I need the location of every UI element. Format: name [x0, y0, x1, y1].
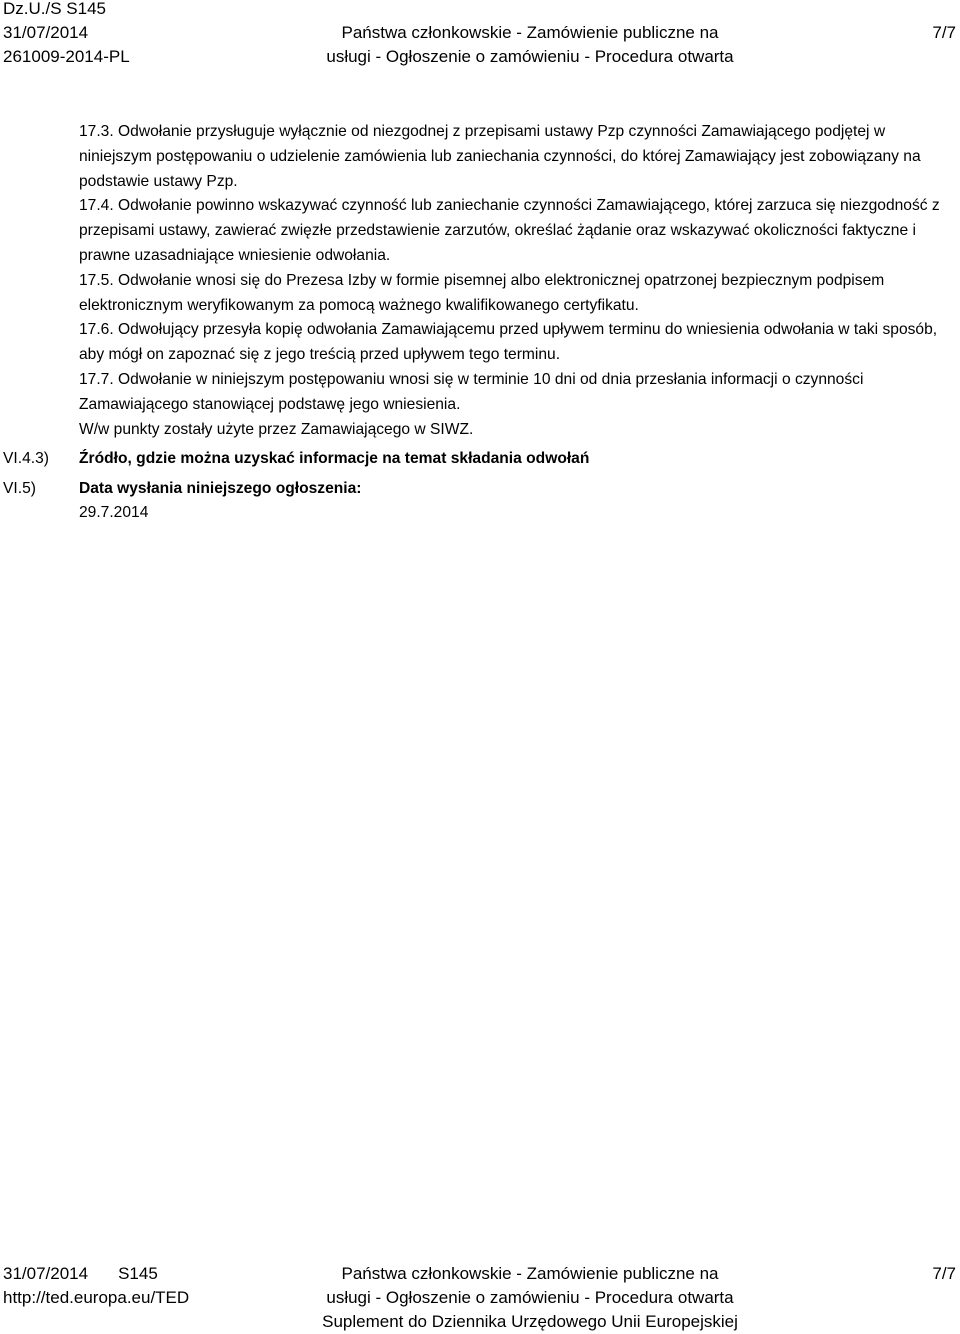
section-label-vi5: VI.5) [3, 480, 36, 497]
header-notice-id: 261009-2014-PL [3, 47, 130, 66]
paragraph-17-6: 17.6. Odwołujący przesyła kopię odwołania Zamawiającemu przed upływem terminu do wniesienia odwołania w taki sposób, aby mógł on zapoznać się z jego treścią przed upływem tego terminu. [79, 321, 938, 364]
footer-title-line1: Państwa członkowskie - Zamówienie publiczne na [341, 1264, 719, 1283]
footer-page-number: 7/7 [932, 1264, 956, 1283]
footer-left [3, 1262, 189, 1310]
header-title [310, 21, 750, 69]
section-heading-vi5: Data wysłania niniejszego ogłoszenia: [79, 480, 362, 497]
header-page-number: 7/7 [932, 23, 956, 42]
paragraph-17-3: 17.3. Odwołanie przysługuje wyłącznie od niezgodnej z przepisami ustawy Pzp czynności Zamawiającego podjętej w niniejszym postępowaniu o udzielenie zamówienia lub zaniechania czynności, do której Zamawiający jest zobowiązany na podstawie ustawy Pzp. [79, 123, 921, 190]
footer-series: S145 [118, 1264, 158, 1283]
section-label-vi43: VI.4.3) [3, 450, 49, 467]
footer-title-line3: Suplement do Dziennika Urzędowego Unii Europejskiej [322, 1312, 738, 1331]
page-header [0, 0, 960, 80]
footer-title [290, 1262, 770, 1334]
header-title-line2: usługi - Ogłoszenie o zamówieniu - Procedura otwarta [326, 47, 734, 66]
appeal-procedure-text [79, 120, 959, 442]
ted-link[interactable]: http://ted.europa.eu/TED [3, 1288, 190, 1307]
header-left [3, 0, 130, 69]
paragraph-17-4: 17.4. Odwołanie powinno wskazywać czynność lub zaniechanie czynności Zamawiającego, której zarzuca się niezgodność z przepisami ustawy, zawierać zwięzłe przedstawienie zarzutów, określać żądanie oraz wskazywać okoliczności faktyczne i prawne uzasadniające wniesienie odwołania. [79, 197, 940, 264]
header-title-line1: Państwa członkowskie - Zamówienie publiczne na [341, 23, 719, 42]
paragraph-17-5: 17.5. Odwołanie wnosi się do Prezesa Izby w formie pisemnej albo elektronicznej opatrzonej bezpiecznym podpisem elektronicznym weryfikowanym za pomocą ważnego kwalifikowanego certyfikatu. [79, 271, 885, 314]
page-footer [0, 1262, 960, 1334]
paragraph-siwz-note: W/w punkty zostały użyte przez Zamawiającego w SIWZ. [79, 420, 474, 438]
section-heading-vi43: Źródło, gdzie można uzyskać informacje na temat składania odwołań [79, 450, 590, 467]
journal-reference-link[interactable]: Dz.U./S S145 [3, 0, 106, 18]
paragraph-17-7: 17.7. Odwołanie w niniejszym postępowaniu wnosi się w terminie 10 dni od dnia przesłania informacji o czynności Zamawiającego stanowiącej podstawę jego wniesienia. [79, 370, 864, 413]
footer-title-line2: usługi - Ogłoszenie o zamówieniu - Procedura otwarta [326, 1288, 734, 1307]
header-date: 31/07/2014 [3, 23, 89, 42]
dispatch-date-value: 29.7.2014 [79, 504, 149, 521]
footer-date: 31/07/2014 [3, 1264, 89, 1283]
